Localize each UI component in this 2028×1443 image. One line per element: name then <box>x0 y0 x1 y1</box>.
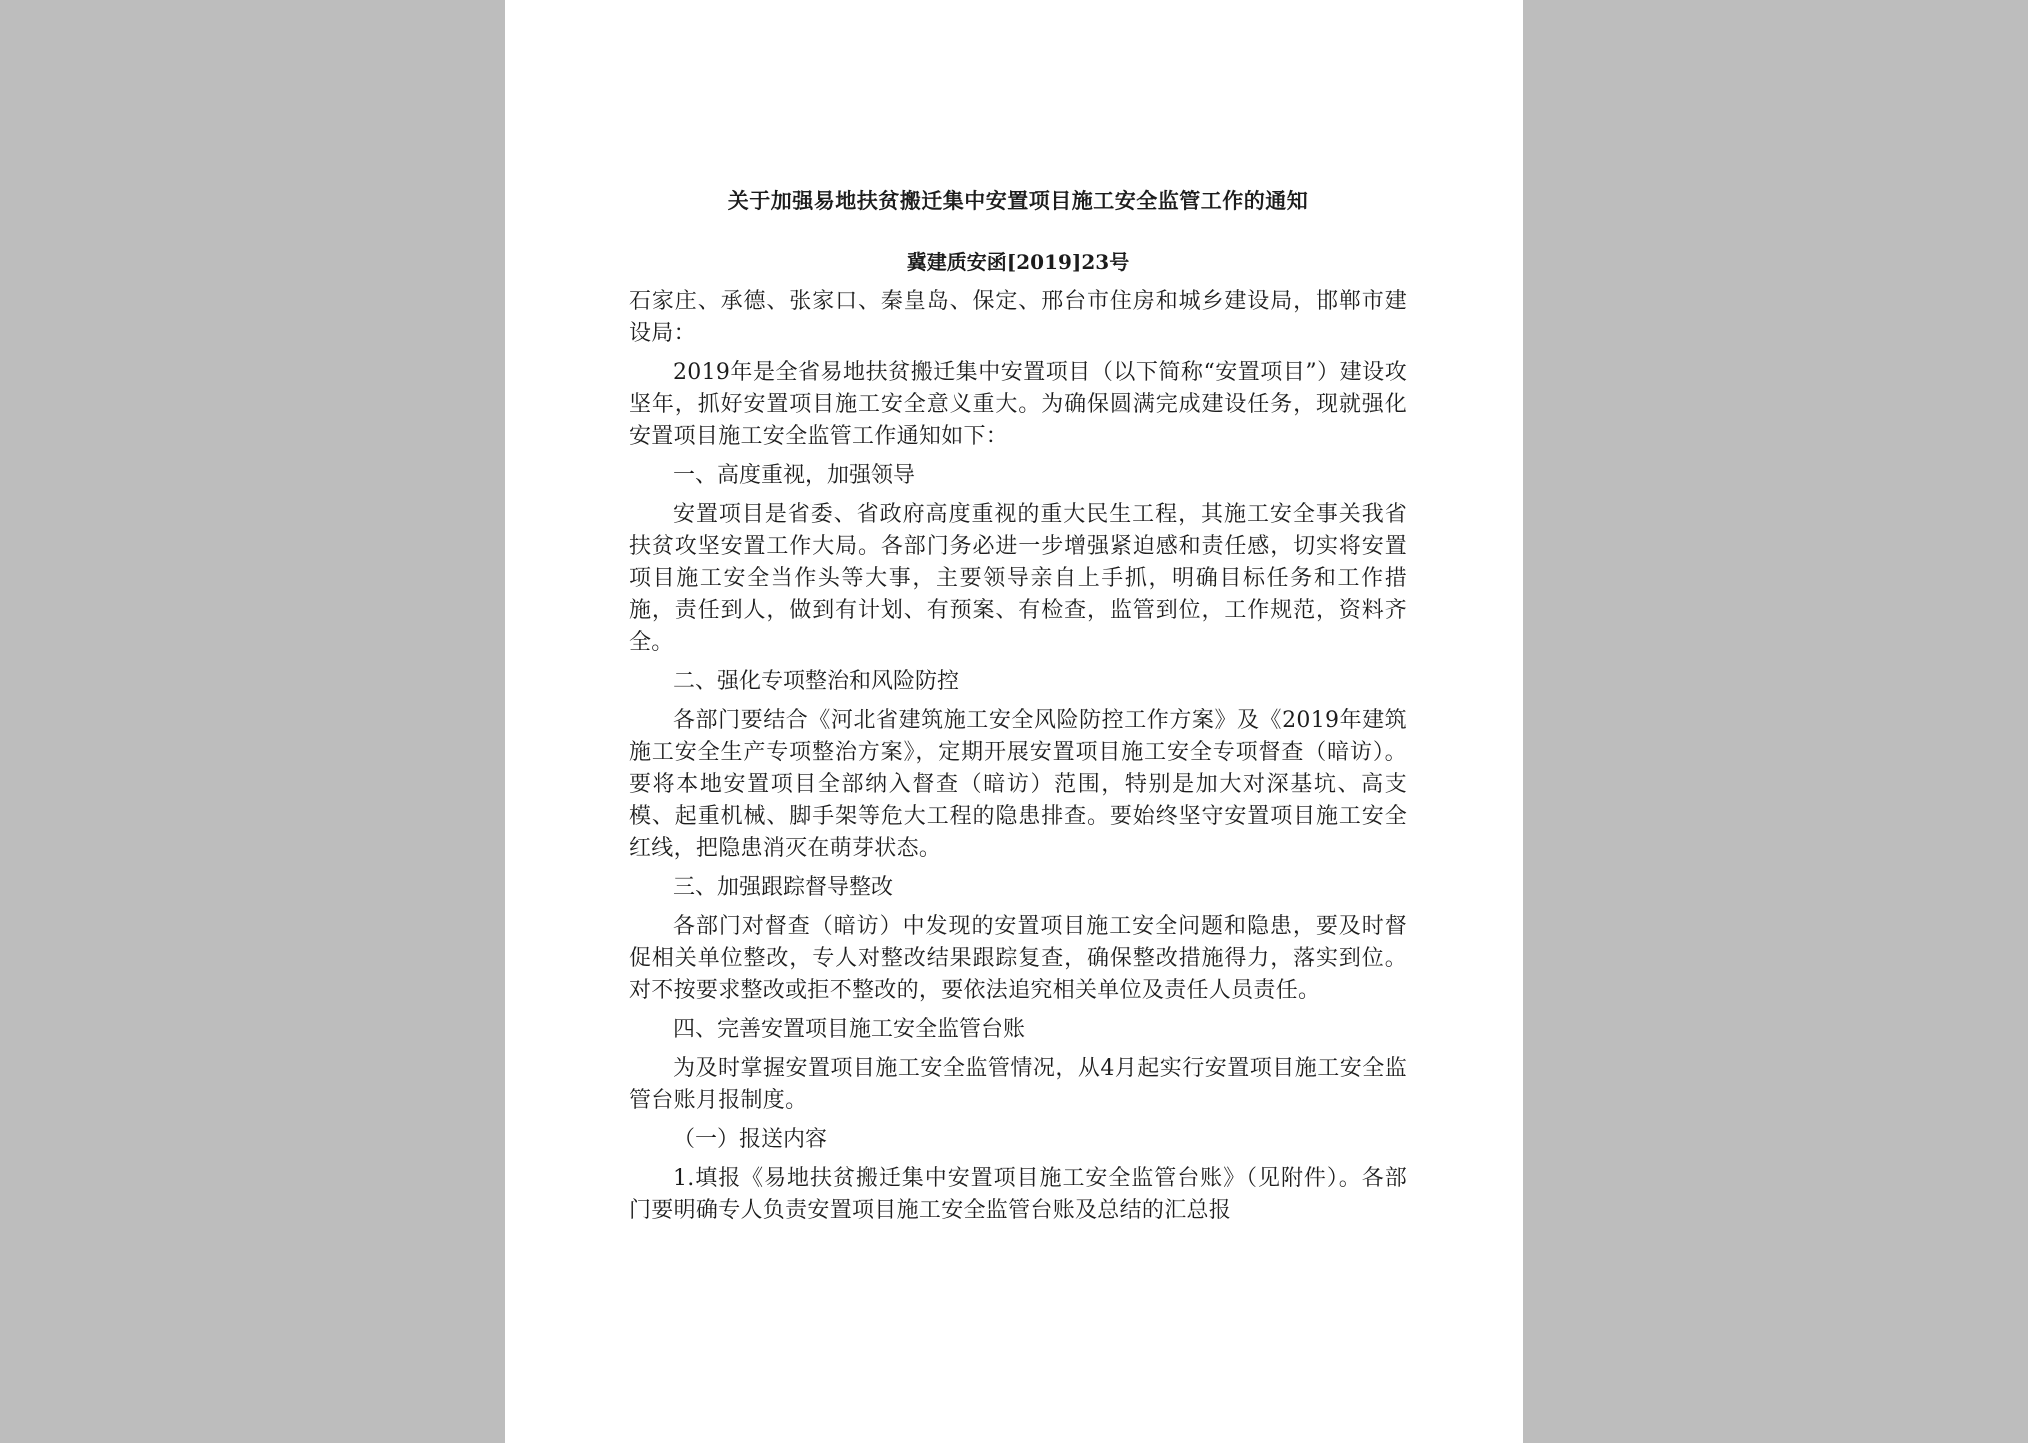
section-4-heading: 四、完善安置项目施工安全监管台账 <box>673 1017 1026 1042</box>
document-page <box>505 0 1523 1443</box>
intro-paragraph: 2019年是全省易地扶贫搬迁集中安置项目（以下简称“安置项目”）建设攻坚年，抓好安置项目施工安全意义重大。为确保圆满完成建设任务，现就强化安置项目施工安全监管工作通知如下： <box>629 360 1407 449</box>
section-3-body: 各部门对督查（暗访）中发现的安置项目施工安全问题和隐患，要及时督促相关单位整改，专人对整改结果跟踪复查，确保整改措施得力，落实到位。对不按要求整改或拒不整改的，要依法追究相关单位及责任人员责任。 <box>629 914 1407 1003</box>
section-2-heading: 二、强化专项整治和风险防控 <box>673 669 960 694</box>
section-1-heading: 一、高度重视，加强领导 <box>673 463 916 488</box>
section-2-body: 各部门要结合《河北省建筑施工安全风险防控工作方案》及《2019年建筑施工安全生产专项整治方案》，定期开展安置项目施工安全专项督查（暗访）。要将本地安置项目全部纳入督查（暗访）范围，特别是加大对深基坑、高支模、起重机械、脚手架等危大工程的隐患排查。要始终坚守安置项目施工安全红线，把隐患消灭在萌芽状态。 <box>629 708 1407 861</box>
document-title: 关于加强易地扶贫搬迁集中安置项目施工安全监管工作的通知 <box>727 188 1309 213</box>
recipients-paragraph: 石家庄、承德、张家口、秦皇岛、保定、邢台市住房和城乡建设局，邯郸市建设局： <box>629 289 1407 346</box>
subsection-1-heading: （一）报送内容 <box>673 1127 828 1152</box>
section-4-body: 为及时掌握安置项目施工安全监管情况，从4月起实行安置项目施工安全监管台账月报制度。 <box>629 1056 1407 1113</box>
item-1-body: 1.填报《易地扶贫搬迁集中安置项目施工安全监管台账》（见附件）。各部门要明确专人负责安置项目施工安全监管台账及总结的汇总报 <box>629 1166 1407 1223</box>
page-content <box>629 184 1407 1234</box>
section-1-body: 安置项目是省委、省政府高度重视的重大民生工程，其施工安全事关我省扶贫攻坚安置工作大局。各部门务必进一步增强紧迫感和责任感，切实将安置项目施工安全当作头等大事，主要领导亲自上手抓，明确目标任务和工作措施，责任到人，做到有计划、有预案、有检查，监管到位，工作规范，资料齐全。 <box>629 502 1407 655</box>
document-number: 冀建质安函[2019]23号 <box>906 250 1130 274</box>
section-3-heading: 三、加强跟踪督导整改 <box>673 875 894 900</box>
